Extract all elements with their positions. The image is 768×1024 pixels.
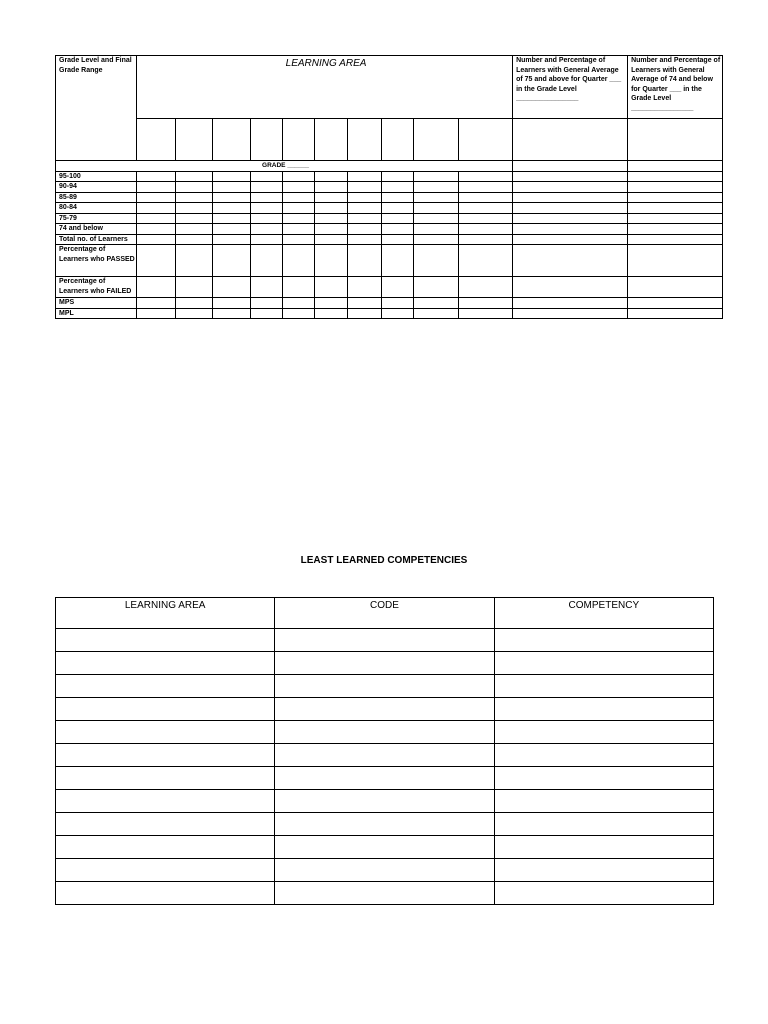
table-cell	[137, 192, 176, 203]
table-cell	[494, 675, 713, 698]
table-cell	[628, 213, 723, 224]
table-cell	[459, 245, 513, 277]
table-cell	[251, 171, 283, 182]
table-cell	[251, 308, 283, 319]
table-cell	[494, 721, 713, 744]
table-cell	[275, 882, 494, 905]
table-cell	[382, 224, 414, 235]
row-label: Total no. of Learners	[56, 234, 137, 245]
table-cell	[283, 308, 315, 319]
table-cell	[628, 182, 723, 193]
table-cell	[283, 203, 315, 214]
table-cell	[315, 171, 348, 182]
row-header-title: Grade Level and Final Grade Range	[56, 56, 137, 161]
table-cell	[348, 213, 382, 224]
least-learned-title: LEAST LEARNED COMPETENCIES	[300, 555, 468, 566]
table-cell	[137, 234, 176, 245]
table-cell	[275, 813, 494, 836]
table-cell	[628, 161, 723, 172]
subject-cell	[176, 119, 213, 161]
table-cell	[176, 308, 213, 319]
table-row	[56, 790, 714, 813]
least-learned-table	[55, 597, 714, 905]
table-cell	[494, 882, 713, 905]
subject-cell	[414, 119, 459, 161]
table-cell	[382, 203, 414, 214]
table-cell	[137, 203, 176, 214]
table-row	[56, 767, 714, 790]
table-row	[56, 277, 723, 298]
table-cell	[251, 213, 283, 224]
table-cell	[382, 277, 414, 298]
table-cell	[494, 744, 713, 767]
table-cell	[176, 203, 213, 214]
table-cell	[275, 744, 494, 767]
table-cell	[513, 213, 628, 224]
table-cell	[494, 836, 713, 859]
table-cell	[275, 859, 494, 882]
table-cell	[283, 213, 315, 224]
table-cell	[315, 277, 348, 298]
table-cell	[251, 277, 283, 298]
learning-area-title: LEARNING AREA	[137, 56, 513, 119]
table-cell	[283, 245, 315, 277]
table-cell	[315, 298, 348, 309]
table-cell	[414, 298, 459, 309]
table-cell	[176, 192, 213, 203]
row-label: 95-100	[56, 171, 137, 182]
table-cell	[459, 234, 513, 245]
table-cell	[382, 171, 414, 182]
table-cell	[628, 171, 723, 182]
table-cell	[315, 245, 348, 277]
table-cell	[56, 721, 275, 744]
table-cell	[459, 192, 513, 203]
table-cell	[414, 308, 459, 319]
table-cell	[494, 859, 713, 882]
row-label: 90-94	[56, 182, 137, 193]
table-cell	[513, 277, 628, 298]
table-row	[56, 203, 723, 214]
table-cell	[176, 245, 213, 277]
table-cell	[251, 203, 283, 214]
row-label: 75-79	[56, 213, 137, 224]
table-cell	[459, 298, 513, 309]
grade-label: GRADE ______	[56, 161, 513, 172]
table-cell	[628, 192, 723, 203]
table-cell	[628, 234, 723, 245]
table-cell	[56, 698, 275, 721]
table-cell	[315, 203, 348, 214]
table-cell	[382, 192, 414, 203]
table-cell	[414, 224, 459, 235]
table-cell	[176, 298, 213, 309]
table-cell	[494, 629, 713, 652]
table-cell	[56, 790, 275, 813]
table-cell	[251, 298, 283, 309]
table-cell	[137, 182, 176, 193]
table-cell	[348, 298, 382, 309]
subject-cell	[315, 119, 348, 161]
table-cell	[56, 859, 275, 882]
table-cell	[414, 192, 459, 203]
table-cell	[513, 234, 628, 245]
table-cell	[513, 161, 628, 172]
subject-cell	[283, 119, 315, 161]
table-cell	[513, 171, 628, 182]
table-cell	[213, 192, 251, 203]
table-cell	[414, 277, 459, 298]
column-header-competency: COMPETENCY	[494, 598, 713, 629]
table-cell	[176, 171, 213, 182]
table-cell	[382, 182, 414, 193]
table-cell	[315, 308, 348, 319]
table-cell	[283, 171, 315, 182]
table-cell	[213, 203, 251, 214]
table-cell	[494, 652, 713, 675]
table-cell	[275, 721, 494, 744]
row-label: 74 and below	[56, 224, 137, 235]
table-cell	[213, 224, 251, 235]
table-cell	[251, 182, 283, 193]
table-cell	[56, 629, 275, 652]
subject-cell	[251, 119, 283, 161]
table-cell	[628, 224, 723, 235]
table-cell	[176, 224, 213, 235]
table-cell	[348, 171, 382, 182]
table-row	[56, 298, 723, 309]
column-header-learning-area: LEARNING AREA	[56, 598, 275, 629]
subject-cell	[459, 119, 513, 161]
table-cell	[459, 182, 513, 193]
grade-distribution-table	[55, 55, 723, 319]
table-cell	[213, 298, 251, 309]
table-cell	[56, 744, 275, 767]
table-cell	[251, 245, 283, 277]
table-cell	[414, 234, 459, 245]
table-cell	[348, 234, 382, 245]
table-cell	[494, 790, 713, 813]
table-row	[56, 698, 714, 721]
table-cell	[275, 836, 494, 859]
table-cell	[315, 234, 348, 245]
table-cell	[283, 234, 315, 245]
table-row	[56, 721, 714, 744]
table-row	[56, 859, 714, 882]
table-cell	[251, 234, 283, 245]
table-cell	[348, 308, 382, 319]
table-cell	[213, 277, 251, 298]
table-row	[56, 813, 714, 836]
table-row	[56, 675, 714, 698]
table-row	[56, 744, 714, 767]
table-cell	[494, 698, 713, 721]
table-cell	[382, 234, 414, 245]
passed-header: Number and Percentage of Learners with General Average of 75 and above for Quarter ___ in the Grade Level ________________	[513, 56, 628, 119]
table-row	[56, 234, 723, 245]
passed-cell	[513, 119, 628, 161]
subject-cell	[213, 119, 251, 161]
table-cell	[628, 245, 723, 277]
failed-header: Number and Percentage of Learners with General Average of 74 and below for Quarter ___ in the Grade Level ________________	[628, 56, 723, 119]
table-cell	[382, 245, 414, 277]
table-cell	[137, 245, 176, 277]
table-cell	[56, 767, 275, 790]
table-cell	[56, 836, 275, 859]
table-row	[56, 245, 723, 277]
table-cell	[275, 698, 494, 721]
table-cell	[137, 224, 176, 235]
row-label: MPS	[56, 298, 137, 309]
subject-cell	[382, 119, 414, 161]
table-cell	[459, 213, 513, 224]
table-cell	[283, 224, 315, 235]
table-row	[56, 629, 714, 652]
table-cell	[213, 308, 251, 319]
table-cell	[459, 277, 513, 298]
table-cell	[213, 234, 251, 245]
table-cell	[275, 629, 494, 652]
table-cell	[414, 203, 459, 214]
table-cell	[251, 224, 283, 235]
table-cell	[513, 192, 628, 203]
table-cell	[137, 213, 176, 224]
table-cell	[348, 277, 382, 298]
table-cell	[513, 308, 628, 319]
table-row	[56, 308, 723, 319]
table-cell	[56, 813, 275, 836]
table-cell	[315, 182, 348, 193]
table-row	[56, 182, 723, 193]
table-cell	[137, 308, 176, 319]
table-cell	[56, 675, 275, 698]
table-cell	[137, 171, 176, 182]
table-cell	[348, 203, 382, 214]
table-cell	[414, 182, 459, 193]
table-cell	[56, 652, 275, 675]
table-cell	[315, 224, 348, 235]
table-cell	[315, 192, 348, 203]
table-cell	[414, 245, 459, 277]
table-cell	[382, 308, 414, 319]
table-cell	[494, 813, 713, 836]
table-cell	[513, 182, 628, 193]
table-cell	[315, 213, 348, 224]
table-cell	[251, 192, 283, 203]
table-row	[56, 192, 723, 203]
table-cell	[56, 882, 275, 905]
table-cell	[414, 213, 459, 224]
table-cell	[213, 171, 251, 182]
table-cell	[213, 182, 251, 193]
table-cell	[137, 298, 176, 309]
table-row	[56, 652, 714, 675]
table-cell	[459, 171, 513, 182]
table-cell	[137, 277, 176, 298]
table-cell	[283, 182, 315, 193]
table-cell	[348, 224, 382, 235]
subject-cell	[348, 119, 382, 161]
table-row	[56, 171, 723, 182]
table-cell	[513, 298, 628, 309]
failed-cell	[628, 119, 723, 161]
table-cell	[628, 277, 723, 298]
table-row	[56, 213, 723, 224]
table-cell	[213, 213, 251, 224]
table-cell	[513, 224, 628, 235]
table-cell	[275, 675, 494, 698]
row-label: 80-84	[56, 203, 137, 214]
table-cell	[513, 203, 628, 214]
row-label: 85-89	[56, 192, 137, 203]
table-cell	[628, 298, 723, 309]
table-cell	[459, 203, 513, 214]
table-row	[56, 836, 714, 859]
table-cell	[628, 203, 723, 214]
table-cell	[213, 245, 251, 277]
table-cell	[382, 298, 414, 309]
row-label: Percentage of Learners who PASSED	[56, 245, 137, 277]
subject-cell	[137, 119, 176, 161]
table-cell	[348, 182, 382, 193]
table-cell	[348, 245, 382, 277]
table-cell	[348, 192, 382, 203]
table-row	[56, 882, 714, 905]
table-cell	[275, 790, 494, 813]
table-cell	[283, 298, 315, 309]
table-cell	[283, 192, 315, 203]
table-cell	[628, 308, 723, 319]
table-cell	[176, 277, 213, 298]
table-cell	[176, 234, 213, 245]
table-cell	[283, 277, 315, 298]
table-cell	[275, 767, 494, 790]
row-label: MPL	[56, 308, 137, 319]
table-cell	[176, 213, 213, 224]
table-cell	[382, 213, 414, 224]
column-header-code: CODE	[275, 598, 494, 629]
table-cell	[414, 171, 459, 182]
table-cell	[494, 767, 713, 790]
table-row	[56, 224, 723, 235]
table-cell	[176, 182, 213, 193]
row-label: Percentage of Learners who FAILED	[56, 277, 137, 298]
table-cell	[459, 224, 513, 235]
table-cell	[275, 652, 494, 675]
table-cell	[459, 308, 513, 319]
table-cell	[513, 245, 628, 277]
